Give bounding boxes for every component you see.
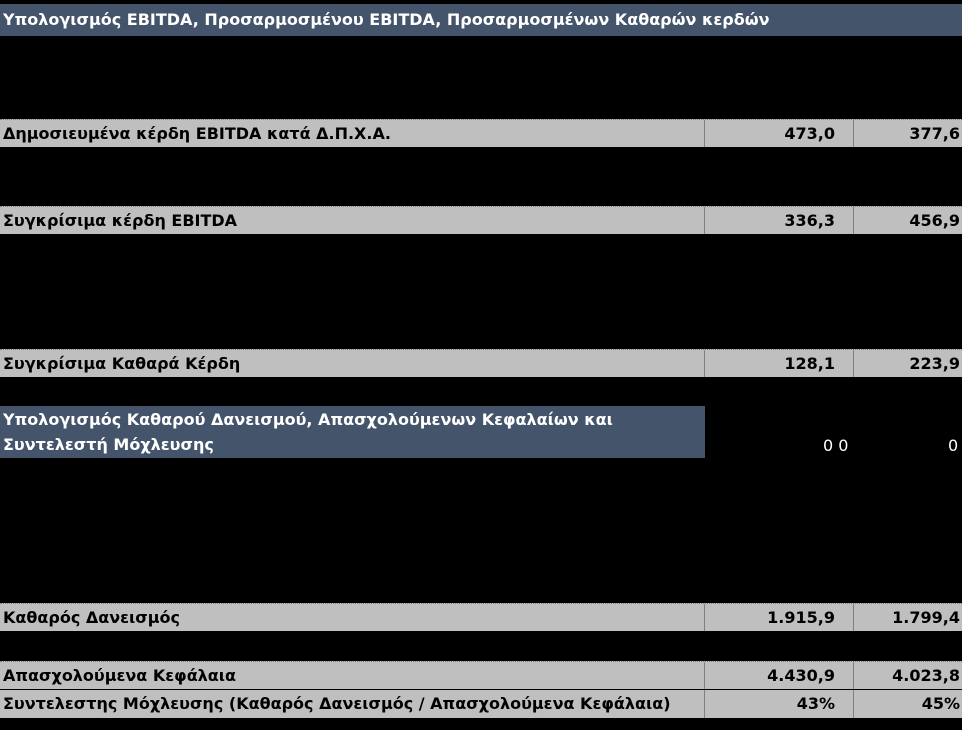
row-label: Συντελεστης Μόχλευσης (Καθαρός Δανεισμός / Απασχολούμενα Κεφάλαια): [0, 690, 705, 718]
row-value-2: 456,9: [909, 211, 960, 230]
row-label: Καθαρός Δανεισμός: [0, 604, 705, 631]
table-row: [0, 690, 962, 718]
row-value-2: 45%: [921, 694, 960, 713]
section-zero-value-2: 0: [948, 436, 959, 455]
table-row: [0, 349, 962, 377]
table-row: [0, 661, 962, 689]
section-title-line-2: Συντελεστή Μόχλευσης: [3, 435, 214, 454]
section-title-net-debt: [0, 406, 705, 458]
row-value-2: 377,6: [909, 124, 960, 143]
row-label: Δημοσιευμένα κέρδη EBITDA κατά Δ.Π.Χ.Α.: [0, 120, 705, 147]
row-label: Απασχολούμενα Κεφάλαια: [0, 662, 705, 689]
section-title-ebitda: Υπολογισμός EBITDA, Προσαρμοσμένου EBITDA, Προσαρμοσμένων Καθαρών κερδών: [0, 4, 962, 36]
table-row: [0, 603, 962, 631]
row-value-2: 4.023,8: [892, 666, 960, 685]
row-value-1: 1.915,9: [705, 604, 854, 631]
section-title-line-1: Υπολογισμός Καθαρού Δανεισμού, Απασχολούμενων Κεφαλαίων και: [3, 410, 613, 429]
section-zero-values-1: 0 0: [823, 436, 849, 455]
table-row: [0, 119, 962, 147]
row-label: Συγκρίσιμα Καθαρά Κέρδη: [0, 350, 705, 377]
row-value-1: 473,0: [705, 120, 854, 147]
row-label: Συγκρίσιμα κέρδη EBITDA: [0, 207, 705, 234]
table-row: [0, 206, 962, 234]
row-value-1: 128,1: [705, 350, 854, 377]
row-value-1: 336,3: [705, 207, 854, 234]
row-value-1: 4.430,9: [705, 662, 854, 689]
row-value-2: 223,9: [909, 354, 960, 373]
row-value-2: 1.799,4: [892, 608, 960, 627]
row-value-1: 43%: [705, 690, 854, 718]
